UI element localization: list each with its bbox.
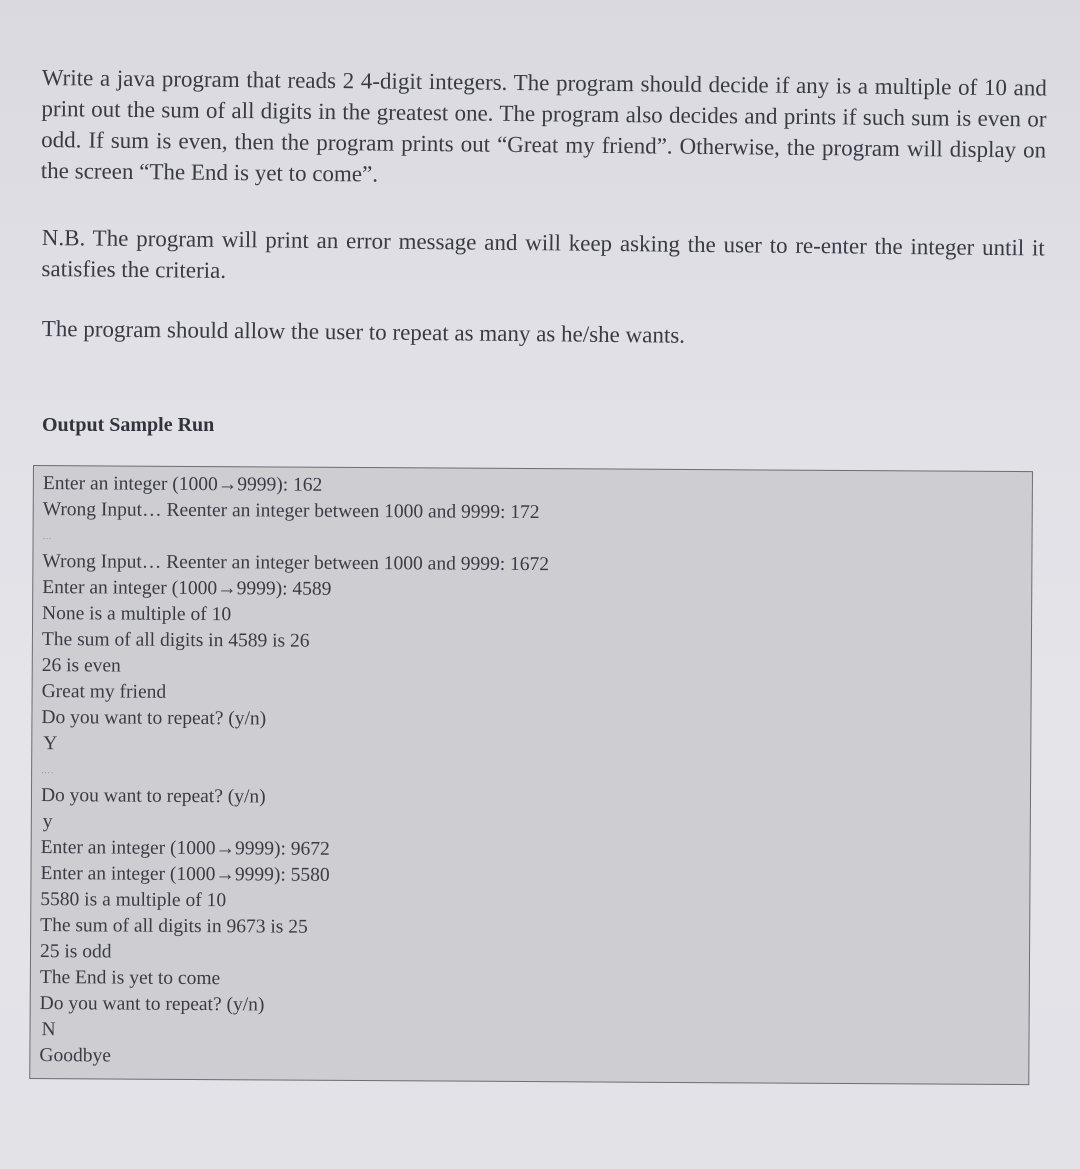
sample-output-box bbox=[29, 465, 1033, 1085]
output-ellipsis: … bbox=[42, 531, 53, 542]
output-line: Enter an integer (1000→9999): 5580 bbox=[40, 863, 330, 886]
output-line: Wrong Input… Reenter an integer between 1000 and 9999: 172 bbox=[42, 499, 540, 524]
output-line: Do you want to repeat? (y/n) bbox=[39, 993, 265, 1016]
output-ellipsis: …. bbox=[41, 765, 55, 776]
output-line: 26 is even bbox=[41, 655, 121, 677]
sample-output-lines bbox=[39, 471, 549, 1072]
output-line: Great my friend bbox=[41, 681, 167, 703]
output-line: The sum of all digits in 9673 is 25 bbox=[40, 915, 308, 938]
output-line: The End is yet to come bbox=[39, 967, 221, 990]
output-line: Goodbye bbox=[39, 1045, 111, 1067]
output-line: The sum of all digits in 4589 is 26 bbox=[41, 629, 310, 652]
output-line: 5580 is a multiple of 10 bbox=[40, 889, 227, 912]
user-answer: y bbox=[42, 811, 53, 833]
output-line: Wrong Input… Reenter an integer between 1000 and 9999: 1672 bbox=[42, 551, 550, 576]
task-description: Write a java program that reads 2 4-digit integers. The program should decide if any is a multiple of 10 and print out the sum of all digits in the greatest one. The program also decides and prints if such sum is even or odd. If sum is even, then the program prints out “Great my friend”. Otherwise, the program will display on the screen “The End is yet to come”. bbox=[40, 64, 1047, 187]
error-note: N.B. The program will print an error message and will keep asking the user to re-enter the integer until it satisfies the criteria. bbox=[41, 224, 1045, 283]
user-answer: N bbox=[41, 1019, 56, 1041]
output-line: Enter an integer (1000→9999): 9672 bbox=[40, 837, 330, 860]
output-line: Do you want to repeat? (y/n) bbox=[41, 707, 267, 730]
output-line: Enter an integer (1000→9999): 162 bbox=[42, 473, 323, 496]
user-answer: Y bbox=[43, 733, 58, 755]
repeat-requirement: The program should allow the user to repeat as many as he/she wants. bbox=[41, 315, 686, 348]
output-line: None is a multiple of 10 bbox=[42, 603, 232, 626]
output-line: 25 is odd bbox=[39, 941, 112, 963]
output-line: Do you want to repeat? (y/n) bbox=[40, 785, 266, 808]
output-line: Enter an integer (1000→9999): 4589 bbox=[42, 577, 332, 600]
sample-run-heading: Output Sample Run bbox=[42, 414, 215, 436]
